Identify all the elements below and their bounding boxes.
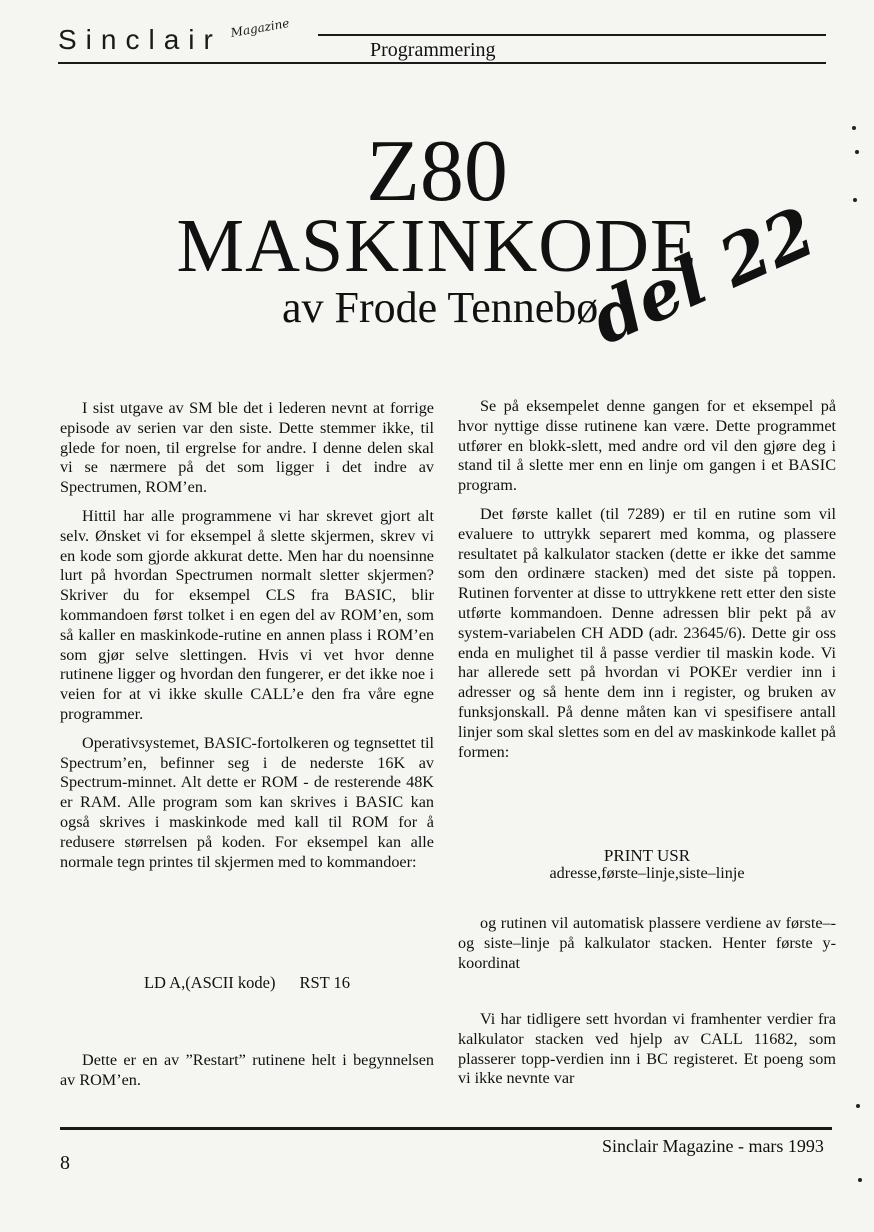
paragraph: Se på eksempelet denne gangen for et eksempel på hvor nyttige disse rutinene kan være. Dette programmet utfører en blokk-slett, med andre ord vil den gjøre deg i stand til å slette mer enn en linje om gangen i et BASIC program. [458, 397, 836, 495]
right-column-continued [458, 914, 836, 982]
page-number: 8 [60, 1152, 70, 1174]
code-example [60, 973, 434, 993]
paragraph: Operativsystemet, BASIC-fortolkeren og tegnsettet til Spectrum’en, befinner seg i de nederste 16K av Spectrum-minnet. Alt dette er ROM - de resterende 48K er RAM. Alle program som kan skrives i BASIC kan også skrives i maskinkode med kall til ROM for å redusere størrelsen på koden. For eksempel kan alle normale tegn printes til skjermen med to kommandoer: [60, 733, 434, 871]
code-ld: LD A,(ASCII kode) [143, 973, 276, 992]
print-usr-arguments: adresse,første–linje,siste–linje [549, 864, 745, 882]
footer-rule [60, 1127, 832, 1130]
magazine-brand-script: Magazine [229, 15, 291, 41]
header-rule-top [318, 34, 826, 36]
right-column-final [458, 1010, 836, 1098]
code-rst: RST 16 [299, 973, 351, 992]
part-number-handwritten: del 22 [579, 191, 827, 361]
header-rule-bottom [58, 62, 826, 64]
article-author: av Frode Tennebø [282, 283, 599, 332]
paragraph: Det første kallet (til 7289) er til en rutine som vil evaluere to uttrykk separert med komma, og plassere resultatet på kalkulator stacken (dette er ikke det samme som den ordinære stacken) med det siste på toppen. Rutinen forventer at disse to uttrykkene rett etter den siste utførte kommandoen. Denne adressen blir pekt på av system-variabelen CH ADD (adr. 23645/6). Dette gir oss enda en mulighet til å passe verdier til maskin kode. Vi har allerede sett på hvordan vi POKEr verdier inn i adresser og så hente dem inn i register, og bruken av funksjonskall. På denne måten kan vi spesifisere antall linjer som skal slettes som en del av maskinkode kallet på formen: [458, 504, 836, 761]
article-title-line1: Z80 [366, 123, 508, 220]
scan-speck [856, 1104, 860, 1108]
paragraph: Vi har tidligere sett hvordan vi framhenter verdier fra kalkulator stacken ved hjelp av CALL 11682, som plasserer topp-verdien inn i BC registeret. Et poeng som vi ikke nevnte var [458, 1010, 836, 1088]
scan-speck [855, 150, 859, 154]
scan-speck [852, 126, 856, 130]
scan-speck [853, 198, 857, 202]
scan-speck [858, 1178, 862, 1182]
print-usr-statement: PRINT USR [603, 846, 691, 865]
paragraph: I sist utgave av SM ble det i lederen nevnt at forrige episode av serien var den siste. Dette stemmer ikke, til glede for noen, til ergrelse for andre. I denne delen skal vi se nærmere på det som ligger i det indre av Spectrumen, ROM’en. [60, 399, 434, 497]
article-title-line2: MASKINKODE [176, 204, 698, 288]
paragraph: Dette er en av ”Restart” rutinene helt i begynnelsen av ROM’en. [60, 1051, 434, 1089]
right-column [458, 397, 836, 771]
paragraph: og rutinen vil automatisk plassere verdiene av første–- og siste–linje på kalkulator stacken. Henter første y-koordinat [458, 914, 836, 972]
left-column [60, 399, 434, 881]
section-label: Programmering [370, 39, 496, 61]
publication-date: Sinclair Magazine - mars 1993 [602, 1136, 824, 1156]
restart-paragraph-block [60, 1051, 434, 1091]
magazine-brand: Sinclair [58, 24, 222, 55]
paragraph: Hittil har alle programmene vi har skrevet gjort alt selv. Ønsket vi for eksempel å slette skjermen, skrev vi en kode som gjorde akkurat dette. Men har du noensinne lurt på hvordan Spectrumen normalt sletter skjermen? Skriver du for eksempel CLS fra BASIC, blir kommandoen først tolket i en egen del av ROM’en, som så kaller en maskinkode-rutine en annen plass i ROM’en som gjør selve slettingen. Hvis vi vet hvor denne rutinene ligger og hvordan den fungerer, er det ikke noe i veien for at vi ikke skulle CALL’e den fra våre egne programmer. [60, 506, 434, 723]
